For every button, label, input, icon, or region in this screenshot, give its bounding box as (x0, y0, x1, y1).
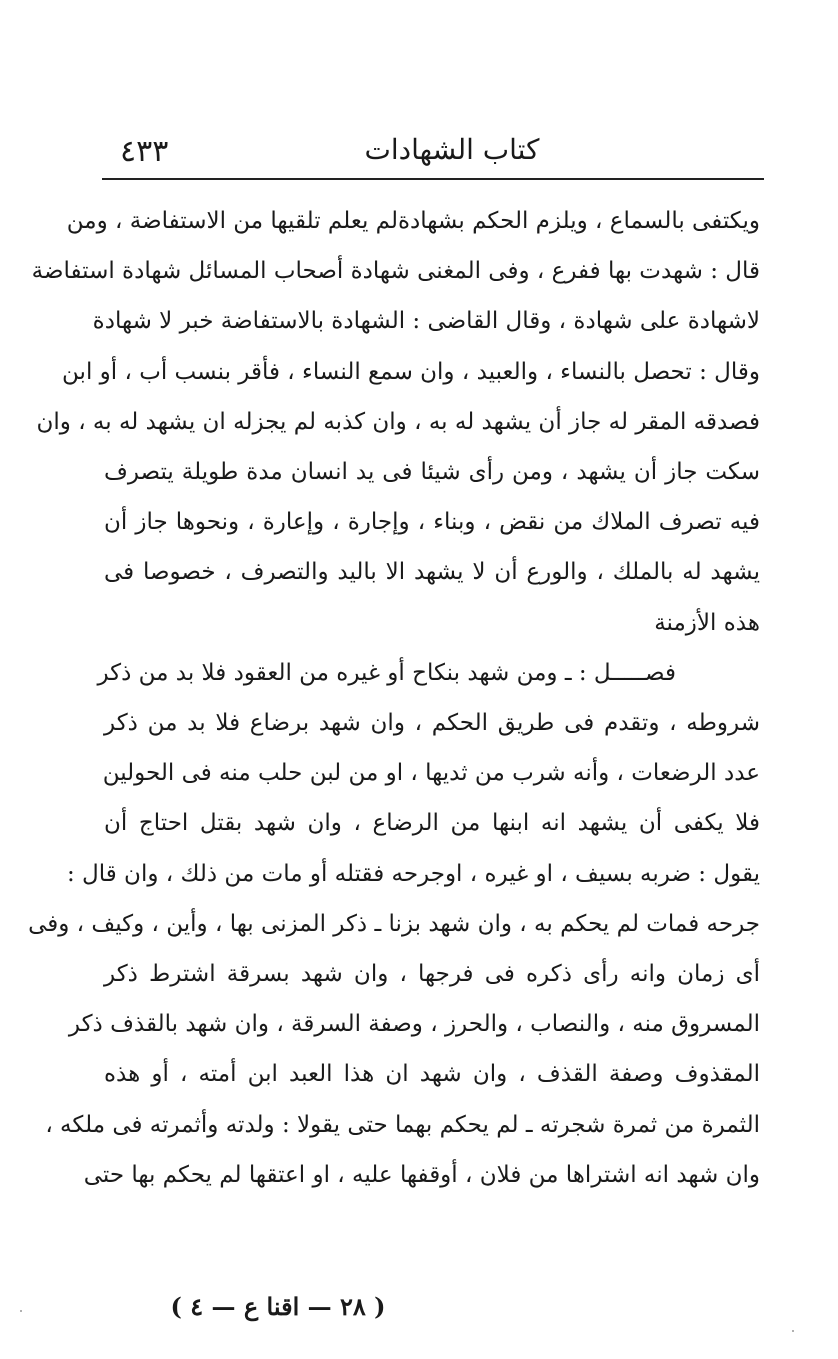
page-header (102, 132, 762, 172)
text-line: يشهد له بالملك ، والورع أن لا يشهد الا باليد والتصرف ، خصوصا فى (104, 559, 760, 586)
signature-mark: ( ٢٨ — اقنا ع — ٤ ) (170, 1292, 386, 1321)
text-line: ويكتفى بالسماع ، ويلزم الحكم بشهادةلم يعلم تلقيها من الاستفاضة ، ومن (66, 208, 760, 234)
header-rule (102, 178, 764, 180)
text-line: يقول : ضربه بسيف ، او غيره ، اوجرحه فقتله أو مات من ذلك ، وان قال : (66, 860, 760, 887)
text-line: سكت جاز أن يشهد ، ومن رأى شيئا فى يد انسان مدة طويلة يتصرف (104, 459, 760, 486)
section-heading-line: فصـــــل : ـ ومن شهد بنكاح أو غيره من العقود فلا بد من ذكر (97, 659, 676, 686)
text-line: المقذوف وصفة القذف ، وان شهد ان هذا العبد ابن أمته ، أو هذه (104, 1061, 760, 1088)
text-line: جرحه فمات لم يحكم به ، وان شهد بزنا ـ ذكر المزنى بها ، وأين ، وكيف ، وفى (28, 910, 760, 937)
text-line: وقال : تحصل بالنساء ، والعبيد ، وان سمع النساء ، فأقر بنسب أب ، أو ابن (62, 358, 760, 385)
text-line: هذه الأزمنة (654, 609, 760, 636)
text-line: لاشهادة على شهادة ، وقال القاضى : الشهادة بالاستفاضة خبر لا شهادة (92, 308, 760, 335)
scan-speck (20, 1310, 22, 1312)
text-line: وان شهد انه اشتراها من فلان ، أوقفها عليه ، او اعتقها لم يحكم بها حتى (83, 1161, 760, 1188)
text-line: فلا يكفى أن يشهد انه ابنها من الرضاع ، وان شهد بقتل احتاج أن (104, 810, 760, 837)
page-number: ٤٣٣ (120, 134, 169, 169)
text-line: عدد الرضعات ، وأنه شرب من ثديها ، او من لبن حلب منه فى الحولين (102, 760, 760, 787)
text-line: الثمرة من ثمرة شجرته ـ لم يحكم بهما حتى يقولا : ولدته وأثمرته فى ملكه ، (45, 1111, 760, 1138)
text-line: قال : شهدت بها ففرع ، وفى المغنى شهادة أصحاب المسائل شهادة استفاضة (31, 258, 760, 285)
scan-speck (792, 1330, 794, 1332)
body-text (28, 196, 760, 1200)
text-line: فيه تصرف الملاك من نقض ، وبناء ، وإجارة ، وإعارة ، ونحوها جاز أن (104, 509, 760, 536)
running-title: كتاب الشهادات (364, 133, 540, 166)
text-line: أى زمان وانه رأى ذكره فى فرجها ، وان شهد بسرقة اشترط ذكر (104, 961, 760, 988)
text-line: شروطه ، وتقدم فى طريق الحكم ، وان شهد برضاع فلا بد من ذكر (104, 710, 760, 737)
text-line: فصدقه المقر له جاز أن يشهد له به ، وان كذبه لم يجزله ان يشهد له به ، وان (36, 408, 760, 435)
text-line: المسروق منه ، والنصاب ، والحرز ، وصفة السرقة ، وان شهد بالقذف ذكر (68, 1011, 760, 1038)
